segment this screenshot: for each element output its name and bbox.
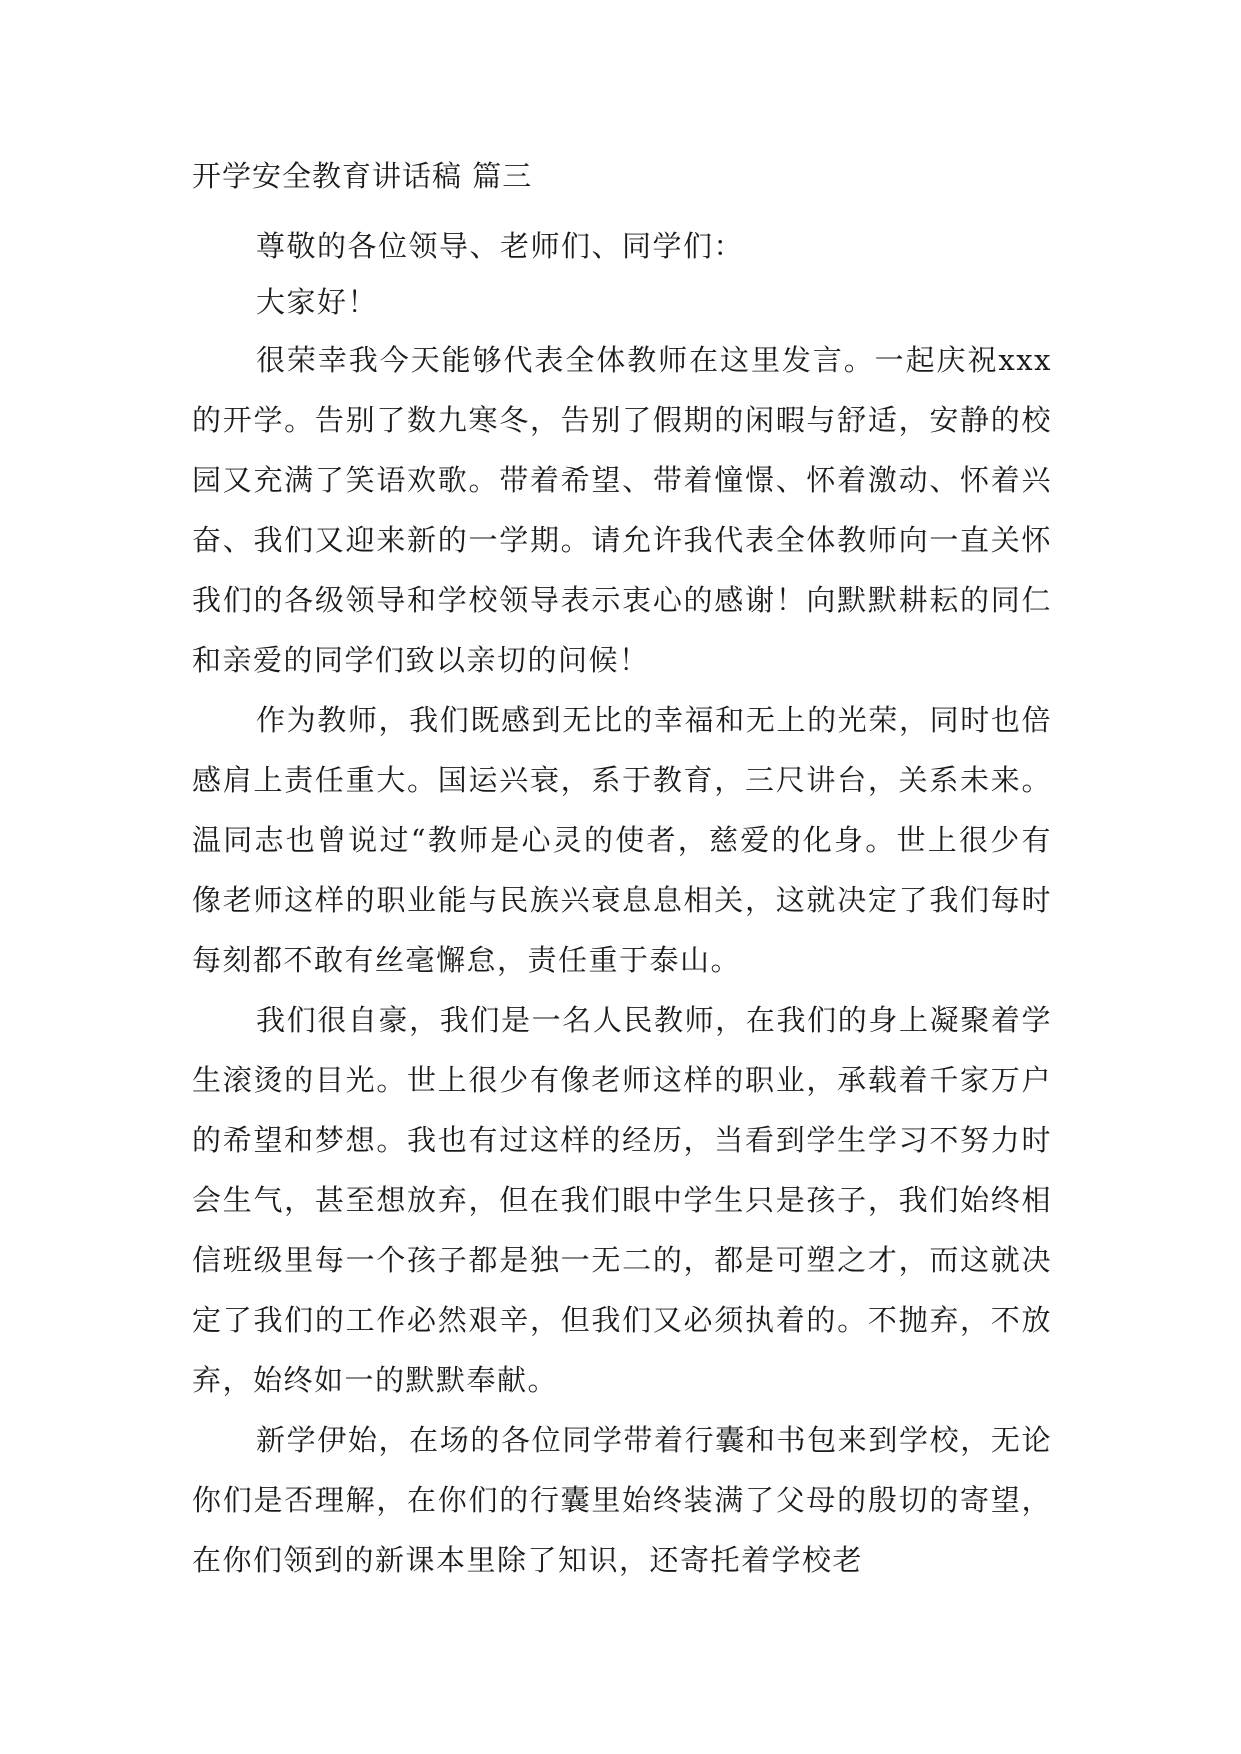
document-page (192, 158, 1052, 1590)
salutation-paragraph: 尊敬的各位领导、老师们、同学们： (256, 229, 745, 263)
body-paragraph-4: 新学伊始，在场的各位同学带着行囊和书包来到学校，无论你们是否理解，在你们的行囊里始终装满了父母的殷切的寄望，在你们领到的新课本里除了知识，还寄托着学校老 (192, 1423, 1052, 1577)
document-title: 开学安全教育讲话稿 篇三 (192, 159, 533, 193)
body-paragraph-2: 作为教师，我们既感到无比的幸福和无上的光荣，同时也倍感肩上责任重大。国运兴衰，系于教育，三尺讲台，关系未来。温同志也曾说过“教师是心灵的使者，慈爱的化身。世上很少有像老师这样的职业能与民族兴衰息息相关，这就决定了我们每时每刻都不敢有丝毫懈怠，责任重于泰山。 (192, 703, 1052, 977)
body-paragraph-1: 很荣幸我今天能够代表全体教师在这里发言。一起庆祝xxx的开学。告别了数九寒冬，告别了假期的闲暇与舒适，安静的校园又充满了笑语欢歌。带着希望、带着憧憬、怀着激动、怀着兴奋、我们又迎来新的一学期。请允许我代表全体教师向一直关怀我们的各级领导和学校领导表示衷心的感谢！向默默耕耘的同仁和亲爱的同学们致以亲切的问候！ (192, 343, 1052, 677)
greeting-paragraph: 大家好！ (256, 285, 379, 319)
body-paragraph-3: 我们很自豪，我们是一名人民教师，在我们的身上凝聚着学生滚烫的目光。世上很少有像老师这样的职业，承载着千家万户的希望和梦想。我也有过这样的经历，当看到学生学习不努力时会生气，甚至想放弃，但在我们眼中学生只是孩子，我们始终相信班级里每一个孩子都是独一无二的，都是可塑之才，而这就决定了我们的工作必然艰辛，但我们又必须执着的。不抛弃，不放弃，始终如一的默默奉献。 (192, 1003, 1052, 1397)
